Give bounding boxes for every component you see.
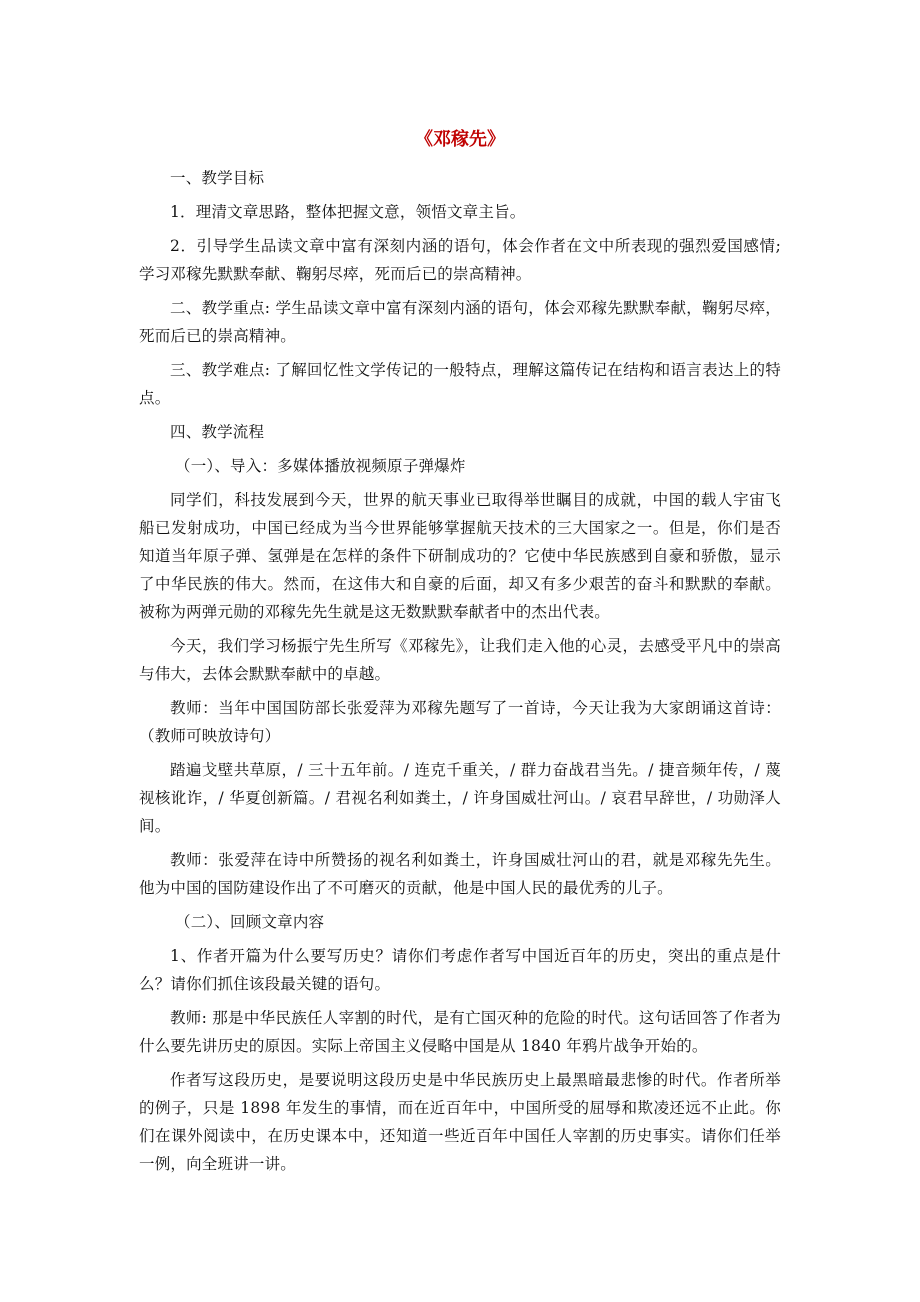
teacher-poem-intro: 教师：当年中国国防部长张爱萍为邓稼先题写了一首诗，今天让我为大家朗诵这首诗：（教师可映放诗句） <box>139 699 781 745</box>
intro-paragraph: 同学们，科技发展到今天，世界的航天事业已取得举世瞩目的成就，中国的载人宇宙飞船已发射成功，中国已经成为当今世界能够掌握航天技术的三大国家之一。但是，你们是否知道当年原子弹、氢弹是在怎样的条件下研制成功的？它使中华民族感到自豪和骄傲，显示了中华民族的伟大。然而，在这伟大和自豪的后面，却又有多少艰苦的奋斗和默默的奉献。被称为两弹元勋的邓稼先先生就是这无数默默奉献者中的杰出代表。 <box>139 491 781 621</box>
today-paragraph: 今天，我们学习杨振宁先生所写《邓稼先》，让我们走入他的心灵，去感受平凡中的崇高与伟大，去体会默默奉献中的卓越。 <box>139 637 781 683</box>
goal-item-1: 1．理清文章思路，整体把握文意，领悟文章主旨。 <box>170 203 526 221</box>
section-heading-process: 四、教学流程 <box>170 423 265 441</box>
section-difficulties: 三、教学难点: 了解回忆性文学传记的一般特点，理解这篇传记在结构和语言表达上的特点。 <box>139 361 781 407</box>
subsection-intro: （一）、导入：多媒体播放视频原子弹爆炸 <box>175 457 466 475</box>
goal-item-2: 2．引导学生品读文章中富有深刻内涵的语句，体会作者在文中所表现的强烈爱国感情;学习邓稼先默默奉献、鞠躬尽瘁，死而后已的崇高精神。 <box>139 237 781 283</box>
page-title: 《邓稼先》 <box>415 129 505 150</box>
poem-text: 踏遍戈壁共草原，/ 三十五年前。/ 连克千重关，/ 群力奋战君当先。/ 捷音频年传，/ 蔑视核讹诈，/ 华夏创新篇。/ 君视名利如粪土，/ 许身国威壮河山。/ 哀君早辞世，/ 功勋泽人间。 <box>139 761 781 835</box>
teacher-poem-explain: 教师：张爱萍在诗中所赞扬的视名利如粪土，许身国威壮河山的君，就是邓稼先先生。他为中国的国防建设作出了不可磨灭的贡献，他是中国人民的最优秀的儿子。 <box>139 851 781 897</box>
question-1: 1、作者开篇为什么要写历史？请你们考虑作者写中国近百年的历史，突出的重点是什么？请你们抓住该段最关键的语句。 <box>139 947 781 993</box>
section-key-points: 二、教学重点: 学生品读文章中富有深刻内涵的语句，体会邓稼先默默奉献，鞠躬尽瘁，死而后已的崇高精神。 <box>139 299 781 345</box>
teacher-answer-1: 教师: 那是中华民族任人宰割的时代，是有亡国灭种的危险的时代。这句话回答了作者为什么要先讲历史的原因。实际上帝国主义侵略中国是从 1840 年鸦片战争开始的。 <box>139 1009 781 1055</box>
document-page <box>139 124 781 1184</box>
section-heading-goals: 一、教学目标 <box>170 169 265 187</box>
subsection-review: （二）、回顾文章内容 <box>175 913 325 931</box>
history-paragraph: 作者写这段历史，是要说明这段历史是中华民族历史上最黑暗最悲惨的时代。作者所举的例子，只是 1898 年发生的事情，而在近百年中，中国所受的屈辱和欺凌还远不止此。你们在课外阅读中，在历史课本中，还知道一些近百年中国任人宰割的历史事实。请你们任举一例，向全班讲一讲。 <box>139 1071 781 1173</box>
